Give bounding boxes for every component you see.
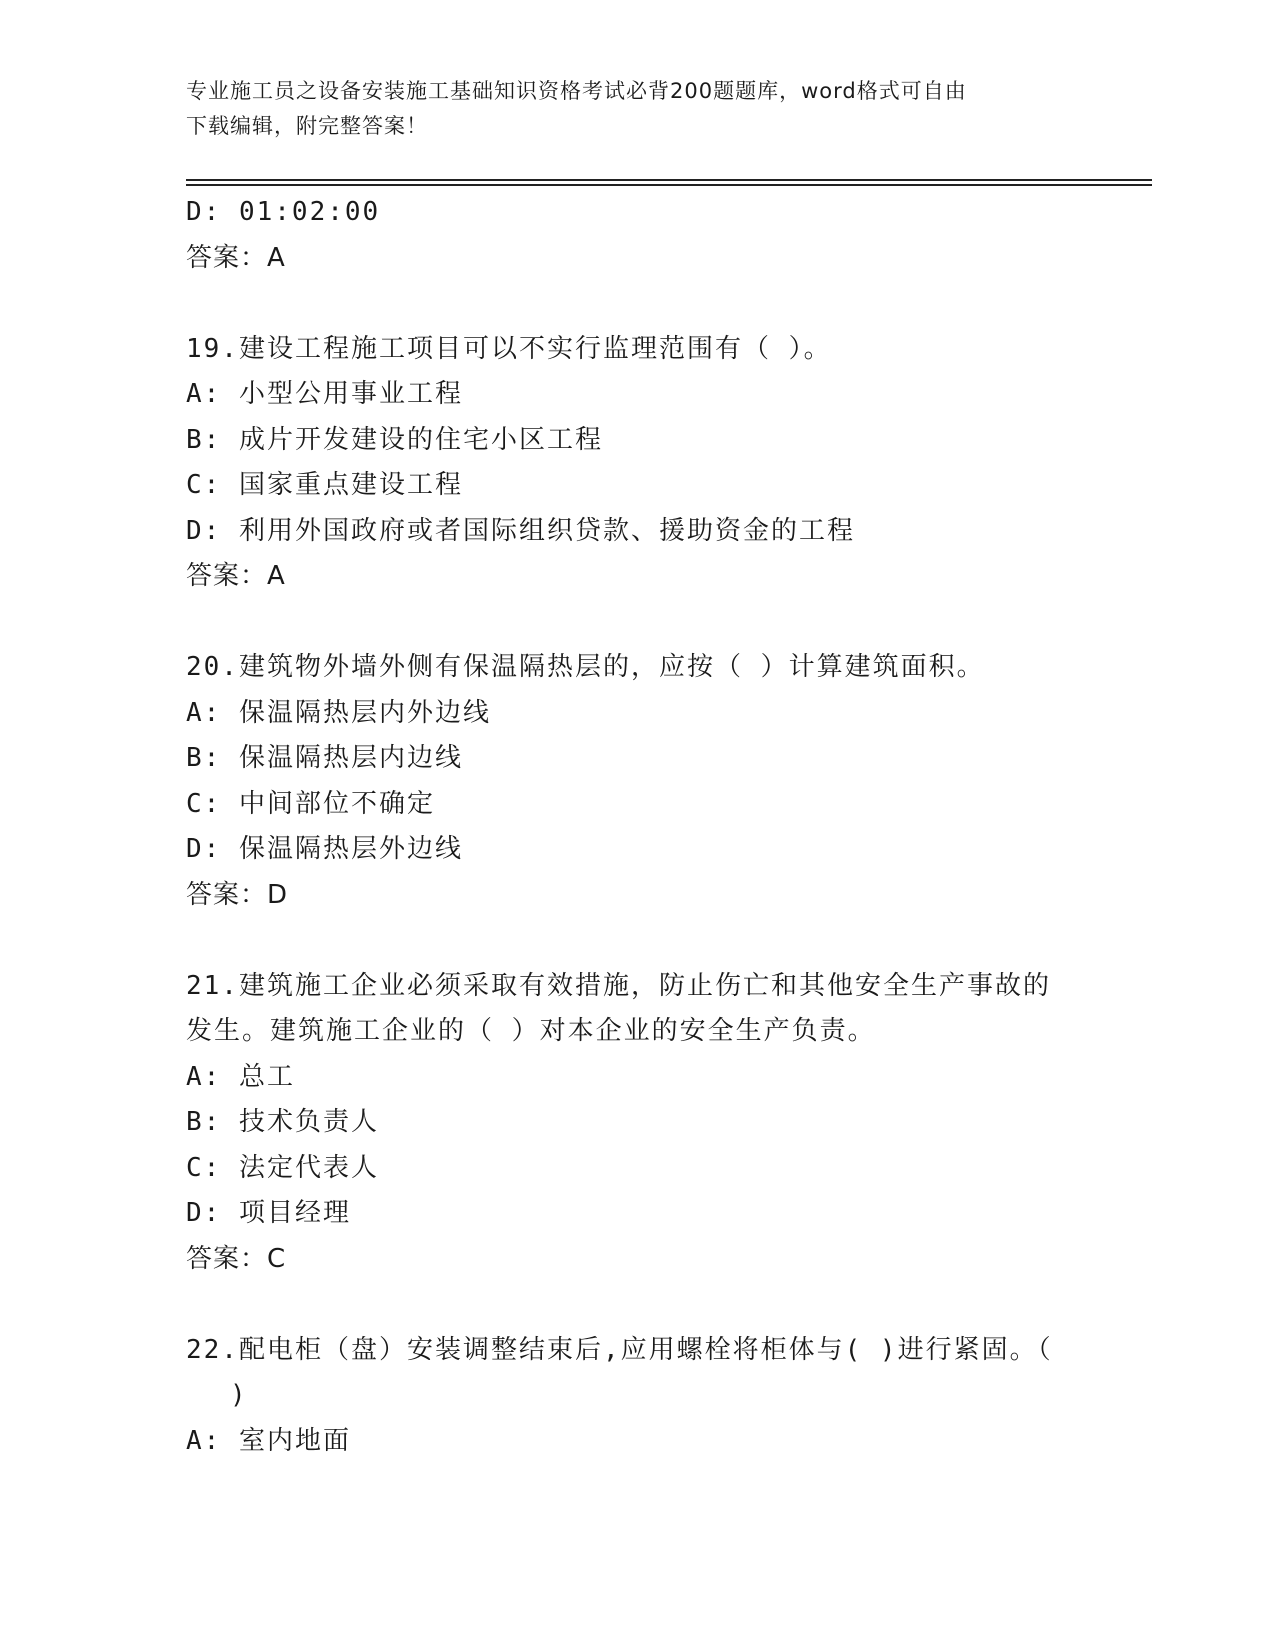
question-stem-line-2: ) [230, 1380, 248, 1410]
header-divider-bottom [186, 184, 1152, 186]
question-22 [186, 1328, 1086, 1465]
header-divider-top [186, 179, 1152, 181]
option-a: A: 小型公用事业工程 [186, 379, 463, 409]
prev-option-d: D: 01:02:00 [186, 197, 381, 227]
option-a: A: 保温隔热层内外边线 [186, 697, 491, 728]
option-c: C: 国家重点建设工程 [186, 470, 463, 500]
answer: 答案：D [186, 879, 289, 910]
question-stem: 19.建设工程施工项目可以不实行监理范围有（ ）。 [186, 333, 832, 364]
spacer [186, 1282, 1086, 1328]
option-d: D: 利用外国政府或者国际组织贷款、援助资金的工程 [186, 515, 855, 546]
option-d: D: 保温隔热层外边线 [186, 834, 463, 864]
option-d: D: 项目经理 [186, 1198, 351, 1228]
option-a: A: 室内地面 [186, 1425, 351, 1456]
question-19 [186, 327, 1086, 600]
question-20 [186, 645, 1086, 918]
prev-answer: 答案：A [186, 242, 286, 273]
option-c: C: 法定代表人 [186, 1152, 379, 1183]
question-21 [186, 964, 1086, 1283]
header-line-1: 专业施工员之设备安装施工基础知识资格考试必背200题题库，word格式可自由 [186, 79, 967, 103]
spacer [186, 918, 1086, 964]
answer: 答案：C [186, 1243, 287, 1274]
option-b: B: 保温隔热层内边线 [186, 743, 463, 773]
page-header [186, 74, 1066, 144]
option-a: A: 总工 [186, 1061, 295, 1092]
question-stem-line-1: 21.建筑施工企业必须采取有效措施，防止伤亡和其他安全生产事故的 [186, 970, 1051, 1001]
option-b: B: 技术负责人 [186, 1107, 379, 1137]
question-content [186, 190, 1086, 1464]
option-c: C: 中间部位不确定 [186, 788, 435, 819]
header-line-2: 下载编辑，附完整答案！ [186, 114, 428, 138]
option-b: B: 成片开发建设的住宅小区工程 [186, 424, 603, 455]
spacer [186, 600, 1086, 646]
spacer [186, 281, 1086, 327]
question-stem-line-1: 22.配电柜（盘）安装调整结束后,应用螺栓将柜体与( )进行紧固。（ [186, 1334, 1053, 1365]
question-stem-line-2: 发生。建筑施工企业的（ ）对本企业的安全生产负责。 [186, 1016, 876, 1046]
answer: 答案：A [186, 561, 286, 591]
question-stem: 20.建筑物外墙外侧有保温隔热层的，应按（ ）计算建筑面积。 [186, 652, 985, 682]
